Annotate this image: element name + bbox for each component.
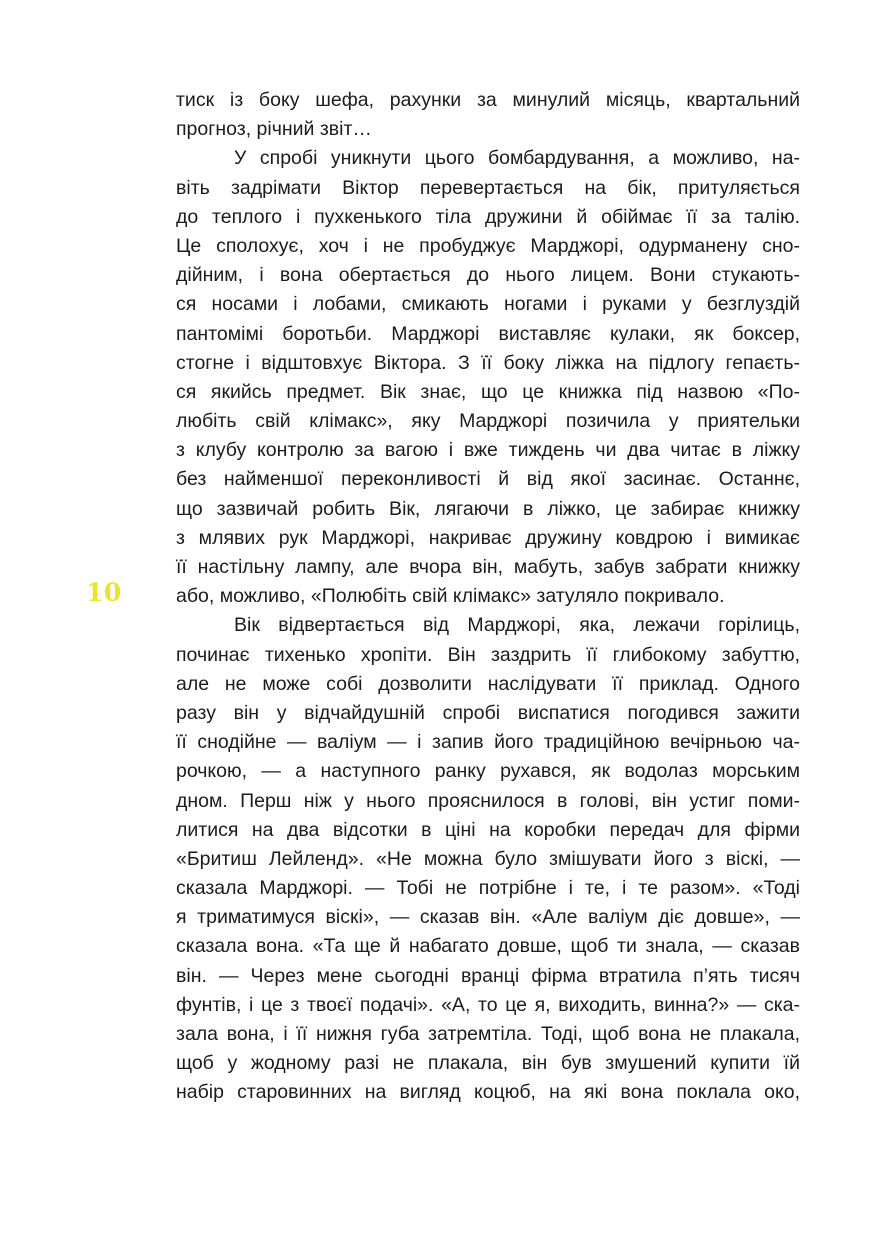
- text-line: дійним, і вона обертається до нього лицем. Вони стукають-: [176, 264, 800, 287]
- text-line: без найменшої переконливості й від якої засинає. Останнє,: [176, 468, 800, 491]
- body-text: [176, 86, 800, 1108]
- text-line: прогноз, річний звіт…: [176, 118, 372, 141]
- text-line: литися на два відсотки в ціні на коробки передач для фірми: [176, 818, 800, 841]
- text-line: «Бритиш Лейленд». «Не можна було змішувати його з віскі, —: [176, 847, 800, 870]
- text-line: ся носами і лобами, смикають ногами і руками у безглуздій: [176, 293, 800, 316]
- text-line: що зазвичай робить Вік, лягаючи в ліжко, це забирає книжку: [176, 497, 800, 520]
- text-line: пантомімі боротьби. Марджорі виставляє кулаки, як боксер,: [176, 322, 800, 345]
- text-line: зала вона, і її нижня губа затремтіла. Тоді, щоб вона не плакала,: [176, 1023, 800, 1045]
- text-line: Вік відвертається від Марджорі, яка, лежачи горілиць,: [234, 614, 800, 637]
- text-line: я триматимуся віскі», — сказав він. «Але валіум діє довше», —: [176, 906, 800, 929]
- text-line: з клубу контролю за вагою і вже тиждень чи два читає в ліжку: [176, 439, 800, 462]
- text-line: віть задрімати Віктор перевертається на бік, притуляється: [176, 176, 800, 199]
- text-line: любіть свій клімакс», яку Марджорі позичила у приятельки: [176, 410, 800, 433]
- text-line: рочкою, — а наступного ранку рухався, як водолаз морським: [176, 760, 800, 783]
- text-line: сказала Марджорі. — Тобі не потрібне і те, і те разом». «Тоді: [176, 877, 800, 900]
- text-line: тиск із боку шефа, рахунки за минулий місяць, квартальний: [176, 89, 800, 111]
- text-line: ся якийсь предмет. Вік знає, що це книжка під назвою «По-: [176, 380, 800, 403]
- text-line: з млявих рук Марджорі, накриває дружину ковдрою і вимикає: [176, 526, 800, 549]
- text-line: дном. Перш ніж у нього прояснилося в голові, він устиг поми-: [176, 789, 800, 812]
- text-line: або, можливо, «Полюбіть свій клімакс» затуляло покривало.: [176, 585, 725, 608]
- text-line: фунтів, і це з твоєї подачі». «А, то це я, виходить, винна?» — ска-: [176, 993, 800, 1016]
- page-number: 10: [86, 578, 122, 607]
- text-line: стогне і відштовхує Віктора. З її боку ліжка на підлогу гепаєть-: [176, 351, 800, 374]
- text-line: але не може собі дозволити наслідувати її приклад. Одного: [176, 672, 800, 695]
- text-line: У спробі уникнути цього бомбардування, а можливо, на-: [234, 147, 800, 170]
- text-line: набір старовинних на вигляд коцюб, на які вона поклала око,: [176, 1081, 800, 1104]
- text-line: її снодійне — валіум — і запив його традиційною вечірньою ча-: [176, 731, 800, 754]
- text-line: Це сполохує, хоч і не пробуджує Марджорі, одурманену сно-: [176, 234, 800, 257]
- text-line: сказала вона. «Та ще й набагато довше, щоб ти знала, — сказав: [176, 935, 800, 958]
- text-line: він. — Через мене сьогодні вранці фірма втратила п’ять тисяч: [176, 964, 800, 987]
- text-line: щоб у жодному разі не плакала, він був змушений купити їй: [176, 1052, 800, 1075]
- text-line: починає тихенько хропіти. Він заздрить її глибокому забуттю,: [176, 643, 800, 666]
- text-line: її настільну лампу, але вчора він, мабуть, забув забрати книжку: [176, 556, 800, 578]
- text-line: до теплого і пухкенького тіла дружини й обіймає її за талію.: [176, 205, 800, 228]
- text-line: разу він у відчайдушній спробі виспатися погодився зажити: [176, 701, 800, 724]
